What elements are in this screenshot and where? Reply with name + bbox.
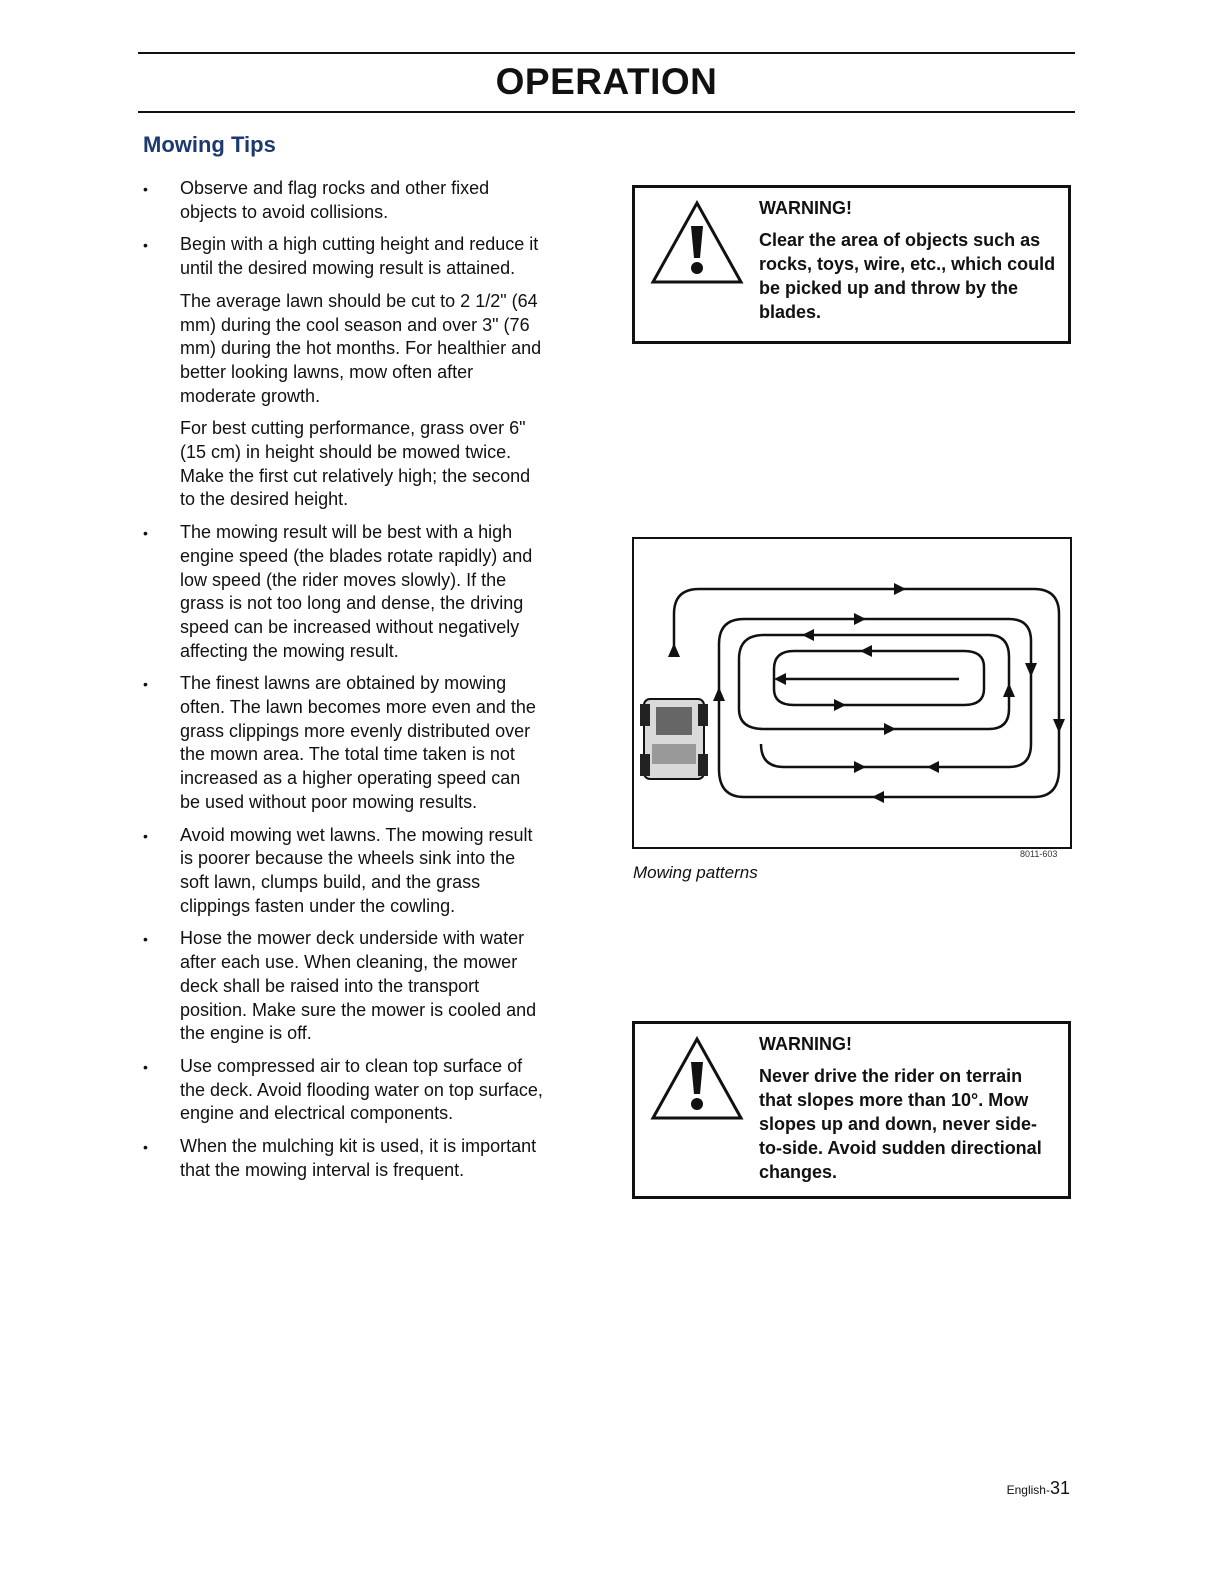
bullet: •: [143, 1058, 148, 1075]
tip-text: Hose the mower deck underside with water after each use. When cleaning, the mower deck shall be raised into the transport position. Make sure the mower is cooled and the engine is off.: [180, 928, 537, 1044]
tips-column: [143, 177, 543, 1191]
tip-item: [143, 672, 543, 814]
bullet: •: [143, 525, 148, 542]
bullet: •: [143, 1139, 148, 1156]
tip-text: Avoid mowing wet lawns. The mowing result is poorer because the wheels sink into the soft lawn, clumps build, and the grass clippings fasten under the cowling.: [180, 824, 533, 916]
page-num: 31: [1049, 1478, 1070, 1498]
tip-item: [143, 1055, 543, 1126]
tip-text: The finest lawns are obtained by mowing often. The lawn becomes more even and the grass clippings more evenly distributed over the mown area. The total time taken is not increased as a higher operating speed can be used without poor mowing results.: [180, 673, 536, 812]
warning-triangle-icon: [650, 200, 744, 286]
direction-arrows: [668, 583, 1065, 803]
tip-item: [143, 233, 543, 512]
header-rule-bottom: [138, 111, 1075, 113]
tip-item: [143, 521, 543, 663]
warning-triangle-icon: [650, 1036, 744, 1122]
tip-item: [143, 824, 543, 919]
mowing-patterns-figure: [632, 537, 1072, 849]
tip-text: Begin with a high cutting height and reduce it until the desired mowing result is attained.: [180, 234, 539, 279]
tip-paragraph: For best cutting performance, grass over 6" (15 cm) in height should be mowed twice. Make the first cut relatively high; the second to the desired height.: [180, 418, 531, 510]
bullet: •: [143, 676, 148, 693]
warning-box-clear-area: [632, 185, 1071, 344]
figure-code: 8011-603: [1020, 849, 1058, 859]
page-number: [1007, 1478, 1070, 1499]
tip-text: Use compressed air to clean top surface of the deck. Avoid flooding water on top surface, engine and electrical components.: [180, 1055, 543, 1124]
bullet: •: [143, 827, 148, 844]
section-title: Mowing Tips: [143, 132, 276, 157]
warning-heading: WARNING!: [759, 1034, 852, 1054]
bullet: •: [143, 931, 148, 948]
warning-body: Clear the area of objects such as rocks, toys, wire, etc., which could be picked up and throw by the blades.: [759, 230, 1056, 322]
header-rule-top: [138, 52, 1075, 54]
page-title: OPERATION: [495, 61, 718, 102]
tip-text: When the mulching kit is used, it is important that the mowing interval is frequent.: [180, 1136, 537, 1180]
tip-text: Observe and flag rocks and other fixed objects to avoid collisions.: [180, 178, 490, 222]
mowing-patterns-diagram: [634, 539, 1070, 847]
bullet: •: [143, 237, 148, 254]
tips-list: [143, 177, 543, 1182]
bullet: •: [143, 181, 148, 197]
tip-text: The mowing result will be best with a high engine speed (the blades rotate rapidly) and low speed (the rider moves slowly). If the grass is not too long and dense, the driving speed can be increased without negatively affecting the mowing result.: [180, 522, 533, 661]
tip-item: [143, 1135, 543, 1182]
tip-item: [143, 927, 543, 1046]
tip-item: [143, 177, 543, 224]
warning-heading: WARNING!: [759, 198, 852, 218]
tip-paragraph: The average lawn should be cut to 2 1/2" (64 mm) during the cool season and over 3" (76 mm) during the hot months. For healthier and better looking lawns, mow often after moderate growth.: [180, 290, 542, 406]
riding-mower-icon: [640, 699, 708, 779]
page-language: English-: [1006, 1483, 1050, 1497]
warning-body: Never drive the rider on terrain that slopes more than 10°. Mow slopes up and down, never side-to-side. Avoid sudden directional changes.: [759, 1066, 1042, 1182]
warning-box-slopes: [632, 1021, 1071, 1199]
figure-caption: Mowing patterns: [633, 863, 758, 882]
